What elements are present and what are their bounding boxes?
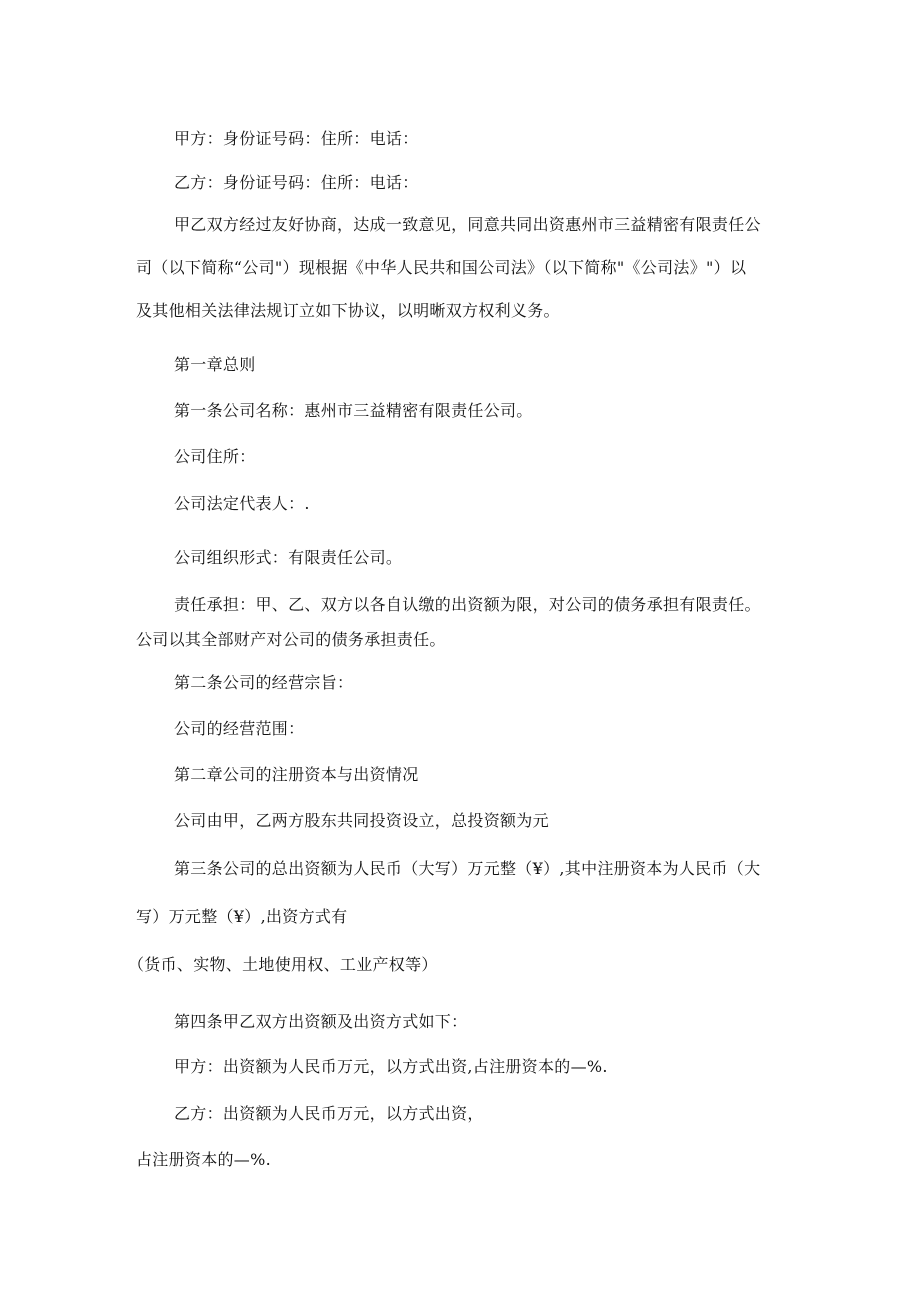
chapter-2-heading: 第二章公司的注册资本与出资情况 — [174, 765, 419, 784]
party-b-contribution-line-2: 占注册资本的—%. — [136, 1150, 271, 1169]
total-investment: 公司由甲，乙两方股东共同投资设立，总投资额为元 — [174, 811, 549, 830]
party-b-info: 乙方：身份证号码：住所：电话： — [174, 173, 419, 192]
article-2-purpose: 第二条公司的经营宗旨： — [174, 673, 354, 692]
company-form: 公司组织形式：有限责任公司。 — [174, 548, 403, 567]
liability-line-2: 公司以其全部财产对公司的债务承担责任。 — [136, 630, 446, 649]
preamble-line-3: 及其他相关法律法规订立如下协议，以明晰双方权利义务。 — [136, 301, 560, 320]
liability-line-1: 责任承担：甲、乙、双方以各自认缴的出资额为限，对公司的债务承担有限责任。 — [174, 595, 761, 614]
preamble-line-2: 司（以下简称“公司"）现根据《中华人民共和国公司法》（以下简称"《公司法》"）以 — [136, 258, 747, 277]
company-address: 公司住所： — [174, 447, 256, 466]
article-3-line-1: 第三条公司的总出资额为人民币（大写）万元整（¥）,其中注册资本为人民币（大 — [174, 859, 761, 878]
business-scope: 公司的经营范围： — [174, 719, 305, 738]
chapter-1-heading: 第一章总则 — [174, 355, 256, 374]
party-a-contribution: 甲方：出资额为人民币万元，以方式出资,占注册资本的—%. — [174, 1057, 608, 1076]
article-4-heading: 第四条甲乙双方出资额及出资方式如下： — [174, 1012, 468, 1031]
legal-representative: 公司法定代表人：. — [174, 494, 310, 513]
article-1-company-name: 第一条公司名称：惠州市三益精密有限责任公司。 — [174, 401, 533, 420]
preamble-line-1: 甲乙双方经过友好协商，达成一致意见，同意共同出资惠州市三益精密有限责任公 — [174, 215, 761, 234]
party-a-info: 甲方：身份证号码：住所：电话： — [174, 129, 419, 148]
article-3-line-2: 写）万元整（¥）,出资方式有 — [136, 907, 348, 926]
contribution-types: （货币、实物、土地使用权、工业产权等） — [128, 955, 438, 974]
party-b-contribution-line-1: 乙方：出资额为人民币万元，以方式出资， — [174, 1104, 484, 1123]
